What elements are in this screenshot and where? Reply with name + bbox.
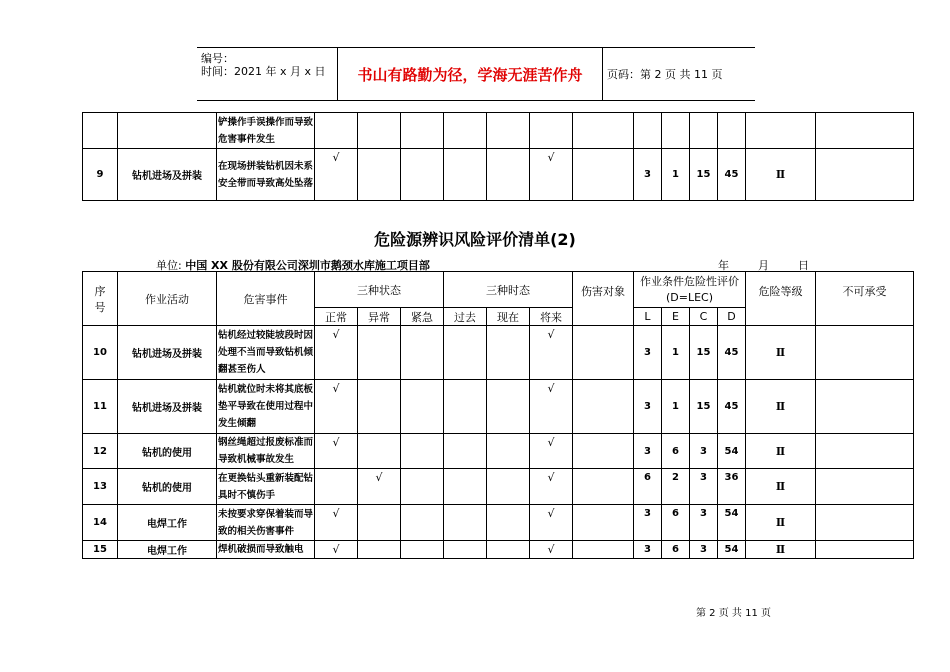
cell-L: 3 xyxy=(634,434,662,469)
cell-past xyxy=(444,469,487,505)
cell-hazard: 在更换钻头重新装配钻具时不慎伤手 xyxy=(217,469,315,505)
cell-unacceptable xyxy=(816,113,914,149)
cell-abnormal xyxy=(358,326,401,380)
table-row xyxy=(83,326,914,380)
cell-level: Ⅱ xyxy=(746,434,816,469)
cell-hazard: 钢丝绳超过报废标准而导致机械事故发生 xyxy=(217,434,315,469)
cell-activity: 钻机的使用 xyxy=(118,469,217,505)
cell-unacceptable xyxy=(816,469,914,505)
cell-C: 15 xyxy=(690,380,718,434)
cell-level: Ⅱ xyxy=(746,149,816,201)
cell-C: 15 xyxy=(690,326,718,380)
col-three-states: 三种状态 xyxy=(315,272,444,308)
date-year: 年 xyxy=(718,259,729,272)
cell-past xyxy=(444,326,487,380)
cell-unacceptable xyxy=(816,541,914,559)
cell-D: 36 xyxy=(718,469,746,505)
cell-E: 1 xyxy=(662,326,690,380)
cell-future xyxy=(530,113,573,149)
col-present: 现在 xyxy=(487,308,530,326)
document-header xyxy=(197,47,755,101)
cell-C: 3 xyxy=(690,469,718,505)
continuation-table xyxy=(82,112,914,201)
risk-table xyxy=(82,271,914,559)
date-month: 月 xyxy=(758,259,769,272)
cell-urgent xyxy=(401,505,444,541)
cell-past xyxy=(444,434,487,469)
cell-present xyxy=(487,149,530,201)
cell-C: 3 xyxy=(690,541,718,559)
cell-L: 3 xyxy=(634,541,662,559)
cell-no xyxy=(83,113,118,149)
cell-abnormal xyxy=(358,505,401,541)
cell-L: 3 xyxy=(634,380,662,434)
cell-no: 12 xyxy=(83,434,118,469)
col-past: 过去 xyxy=(444,308,487,326)
table-row xyxy=(83,434,914,469)
cell-D: 54 xyxy=(718,505,746,541)
cell-D: 54 xyxy=(718,434,746,469)
cell-past xyxy=(444,541,487,559)
table-row xyxy=(83,113,914,149)
cell-normal: √ xyxy=(315,541,358,559)
cell-E: 6 xyxy=(662,434,690,469)
cell-C: 3 xyxy=(690,434,718,469)
header-row-1 xyxy=(83,272,914,308)
col-urgent: 紧急 xyxy=(401,308,444,326)
cell-abnormal xyxy=(358,113,401,149)
col-three-tenses: 三种时态 xyxy=(444,272,573,308)
cell-hazard: 焊机破损而导致触电 xyxy=(217,541,315,559)
table-row xyxy=(83,505,914,541)
cell-unacceptable xyxy=(816,434,914,469)
cell-D xyxy=(718,113,746,149)
cell-target xyxy=(573,149,634,201)
cell-target xyxy=(573,326,634,380)
cell-normal: √ xyxy=(315,505,358,541)
cell-E: 1 xyxy=(662,380,690,434)
cell-L xyxy=(634,113,662,149)
cell-L: 3 xyxy=(634,505,662,541)
cell-unacceptable xyxy=(816,149,914,201)
cell-activity: 钻机的使用 xyxy=(118,434,217,469)
cell-target xyxy=(573,434,634,469)
cell-target xyxy=(573,380,634,434)
cell-activity xyxy=(118,113,217,149)
cell-level xyxy=(746,113,816,149)
cell-C: 3 xyxy=(690,505,718,541)
cell-no: 14 xyxy=(83,505,118,541)
cell-future: √ xyxy=(530,541,573,559)
cell-L: 6 xyxy=(634,469,662,505)
cell-target xyxy=(573,505,634,541)
cell-C xyxy=(690,113,718,149)
cell-normal xyxy=(315,469,358,505)
date-day: 日 xyxy=(798,259,809,272)
col-C: C xyxy=(690,308,718,326)
cell-no: 10 xyxy=(83,326,118,380)
cell-future: √ xyxy=(530,149,573,201)
cell-future: √ xyxy=(530,434,573,469)
cell-future: √ xyxy=(530,326,573,380)
cell-present xyxy=(487,434,530,469)
col-level: 危险等级 xyxy=(746,272,816,326)
col-normal: 正常 xyxy=(315,308,358,326)
cell-normal xyxy=(315,113,358,149)
cell-no: 9 xyxy=(83,149,118,201)
cell-abnormal xyxy=(358,149,401,201)
cell-urgent xyxy=(401,469,444,505)
cell-level: Ⅱ xyxy=(746,469,816,505)
cell-unacceptable xyxy=(816,380,914,434)
cell-target xyxy=(573,469,634,505)
cell-present xyxy=(487,505,530,541)
cell-present xyxy=(487,113,530,149)
cell-present xyxy=(487,326,530,380)
cell-no: 15 xyxy=(83,541,118,559)
cell-E: 2 xyxy=(662,469,690,505)
cell-abnormal xyxy=(358,434,401,469)
motto: 书山有路勤为径，学海无涯苦作舟 xyxy=(337,48,603,100)
col-no: 序号 xyxy=(83,272,118,326)
cell-past xyxy=(444,380,487,434)
cell-target xyxy=(573,541,634,559)
unit-name: 中国 XX 股份有限公司深圳市鹅颈水库施工项目部 xyxy=(185,259,430,272)
col-target: 伤害对象 xyxy=(573,272,634,326)
cell-future: √ xyxy=(530,380,573,434)
number-label: 编号： xyxy=(201,52,234,65)
cell-normal: √ xyxy=(315,326,358,380)
cell-activity: 电焊工作 xyxy=(118,541,217,559)
cell-normal: √ xyxy=(315,434,358,469)
cell-activity: 钻机进场及拼装 xyxy=(118,149,217,201)
header-meta xyxy=(197,48,337,100)
cell-level: Ⅱ xyxy=(746,380,816,434)
cell-hazard: 在现场拼装钻机因未系安全带而导致高处坠落 xyxy=(217,149,315,201)
page-label: 页码：第 2 页 共 11 页 xyxy=(607,68,723,81)
cell-future: √ xyxy=(530,505,573,541)
cell-present xyxy=(487,380,530,434)
cell-target xyxy=(573,113,634,149)
cell-urgent xyxy=(401,326,444,380)
page-footer: 第 2 页 共 11 页 xyxy=(696,608,771,619)
cell-level: Ⅱ xyxy=(746,326,816,380)
col-hazard: 危害事件 xyxy=(217,272,315,326)
cell-D: 45 xyxy=(718,149,746,201)
unit-label: 单位: xyxy=(156,259,182,272)
cell-C: 15 xyxy=(690,149,718,201)
cell-no: 13 xyxy=(83,469,118,505)
cell-unacceptable xyxy=(816,326,914,380)
cell-normal: √ xyxy=(315,380,358,434)
cell-normal: √ xyxy=(315,149,358,201)
cell-E: 1 xyxy=(662,149,690,201)
table-row xyxy=(83,469,914,505)
cell-hazard: 钻机经过较陡坡段时因处理不当而导致钻机倾翻甚至伤人 xyxy=(217,326,315,380)
col-lec: 作业条件危险性评价(D=LEC) xyxy=(634,272,746,308)
cell-L: 3 xyxy=(634,326,662,380)
cell-level: Ⅱ xyxy=(746,505,816,541)
col-unacceptable: 不可承受 xyxy=(816,272,914,326)
cell-urgent xyxy=(401,149,444,201)
cell-activity: 钻机进场及拼装 xyxy=(118,380,217,434)
col-future: 将来 xyxy=(530,308,573,326)
cell-D: 54 xyxy=(718,541,746,559)
table-row xyxy=(83,149,914,201)
time-label: 时间：2021 年 x 月 x 日 xyxy=(201,65,326,78)
cell-level: Ⅱ xyxy=(746,541,816,559)
cell-past xyxy=(444,113,487,149)
cell-E xyxy=(662,113,690,149)
cell-past xyxy=(444,505,487,541)
cell-E: 6 xyxy=(662,541,690,559)
cell-future: √ xyxy=(530,469,573,505)
col-activity: 作业活动 xyxy=(118,272,217,326)
cell-present xyxy=(487,469,530,505)
cell-unacceptable xyxy=(816,505,914,541)
cell-past xyxy=(444,149,487,201)
cell-hazard: 铲操作手误操作而导致危害事件发生 xyxy=(217,113,315,149)
cell-D: 45 xyxy=(718,380,746,434)
col-D: D xyxy=(718,308,746,326)
col-E: E xyxy=(662,308,690,326)
cell-activity: 电焊工作 xyxy=(118,505,217,541)
cell-activity: 钻机进场及拼装 xyxy=(118,326,217,380)
cell-abnormal: √ xyxy=(358,469,401,505)
cell-D: 45 xyxy=(718,326,746,380)
col-L: L xyxy=(634,308,662,326)
cell-L: 3 xyxy=(634,149,662,201)
cell-abnormal xyxy=(358,541,401,559)
cell-present xyxy=(487,541,530,559)
cell-urgent xyxy=(401,380,444,434)
table-row xyxy=(83,380,914,434)
cell-urgent xyxy=(401,113,444,149)
cell-hazard: 未按要求穿保着装而导致的相关伤害事件 xyxy=(217,505,315,541)
table-row xyxy=(83,541,914,559)
cell-hazard: 钻机就位时未将其底板垫平导致在使用过程中发生倾翻 xyxy=(217,380,315,434)
cell-urgent xyxy=(401,541,444,559)
col-abnormal: 异常 xyxy=(358,308,401,326)
cell-urgent xyxy=(401,434,444,469)
document-title: 危险源辨识风险评价清单(2) xyxy=(374,230,576,249)
cell-E: 6 xyxy=(662,505,690,541)
cell-abnormal xyxy=(358,380,401,434)
cell-no: 11 xyxy=(83,380,118,434)
